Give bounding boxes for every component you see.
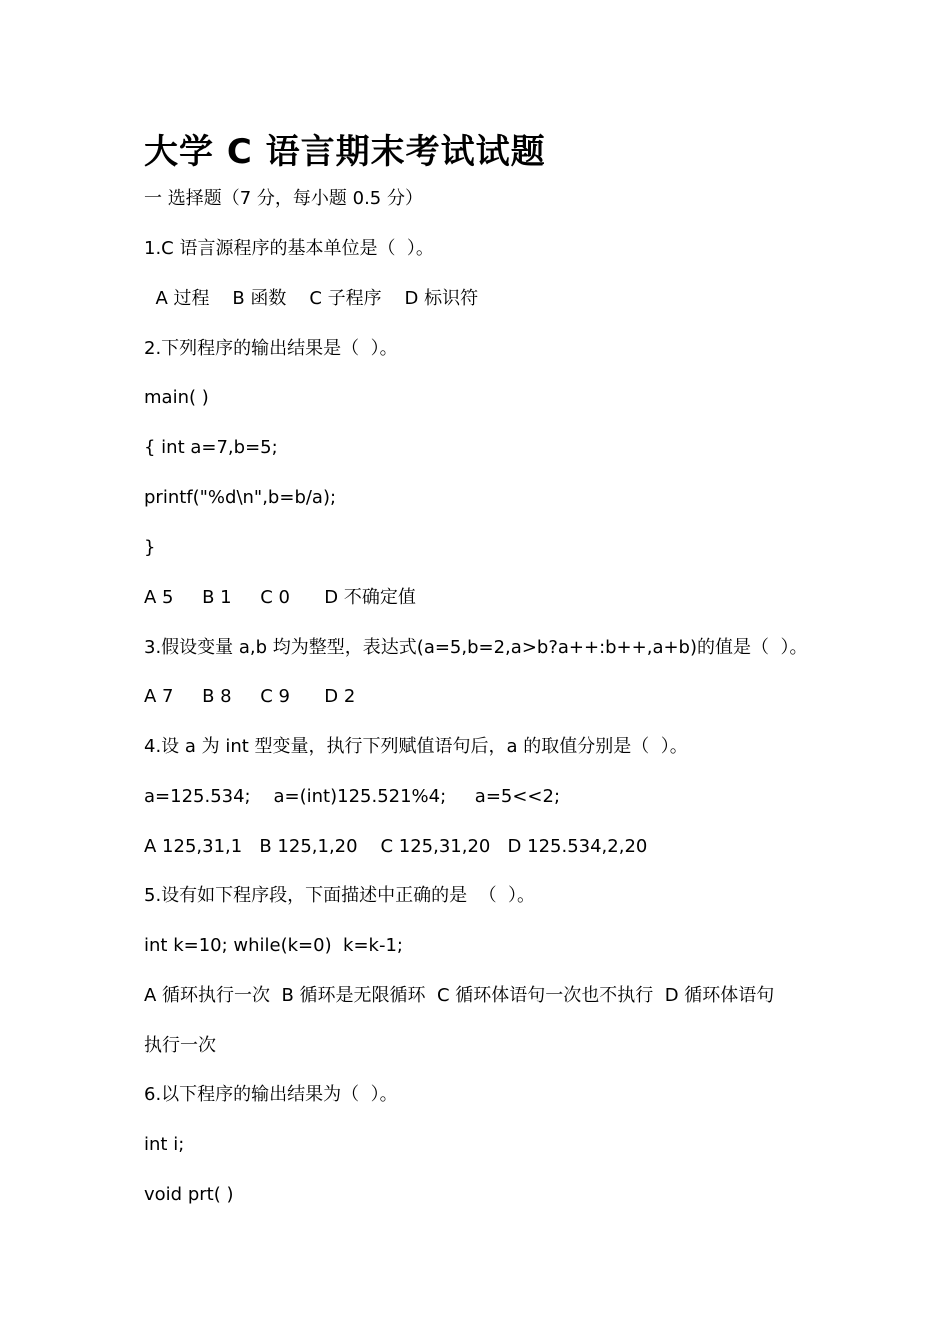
document-title: 大学 C 语言期末考试试题 — [144, 132, 546, 172]
code-line: { int a=7,b=5; — [144, 437, 278, 458]
question-2: 2.下列程序的输出结果是（ ）。 — [144, 338, 398, 359]
question-3: 3.假设变量 a,b 均为整型，表达式(a=5,b=2,a>b?a++:b++,a+b)的值是（ ）。 — [144, 637, 808, 658]
question-5: 5.设有如下程序段，下面描述中正确的是 （ ）。 — [144, 885, 536, 906]
question-4: 4.设 a 为 int 型变量，执行下列赋值语句后，a 的取值分别是（ ）。 — [144, 736, 688, 757]
question-1: 1.C 语言源程序的基本单位是（ ）。 — [144, 238, 434, 259]
code-line: int i; — [144, 1134, 185, 1155]
question-2-options: A 5 B 1 C 0 D 不确定值 — [144, 587, 416, 608]
code-line: printf("%d\n",b=b/a); — [144, 487, 337, 508]
code-line: main( ) — [144, 387, 209, 408]
question-5-options-continued: 执行一次 — [144, 1035, 216, 1056]
question-4-options: A 125,31,1 B 125,1,20 C 125,31,20 D 125.534,2,20 — [144, 836, 648, 857]
question-6: 6.以下程序的输出结果为（ ）。 — [144, 1084, 398, 1105]
question-3-options: A 7 B 8 C 9 D 2 — [144, 686, 356, 707]
code-line: int k=10; while(k=0) k=k-1; — [144, 935, 403, 956]
code-line: } — [144, 537, 156, 558]
code-line: a=125.534; a=(int)125.521%4; a=5<<2; — [144, 786, 561, 807]
question-5-options: A 循环执行一次 B 循环是无限循环 C 循环体语句一次也不执行 D 循环体语句 — [144, 985, 775, 1006]
section-heading: 一 选择题（7 分，每小题 0.5 分） — [144, 188, 423, 209]
question-1-options: A 过程 B 函数 C 子程序 D 标识符 — [144, 288, 479, 309]
code-line: void prt( ) — [144, 1184, 234, 1205]
